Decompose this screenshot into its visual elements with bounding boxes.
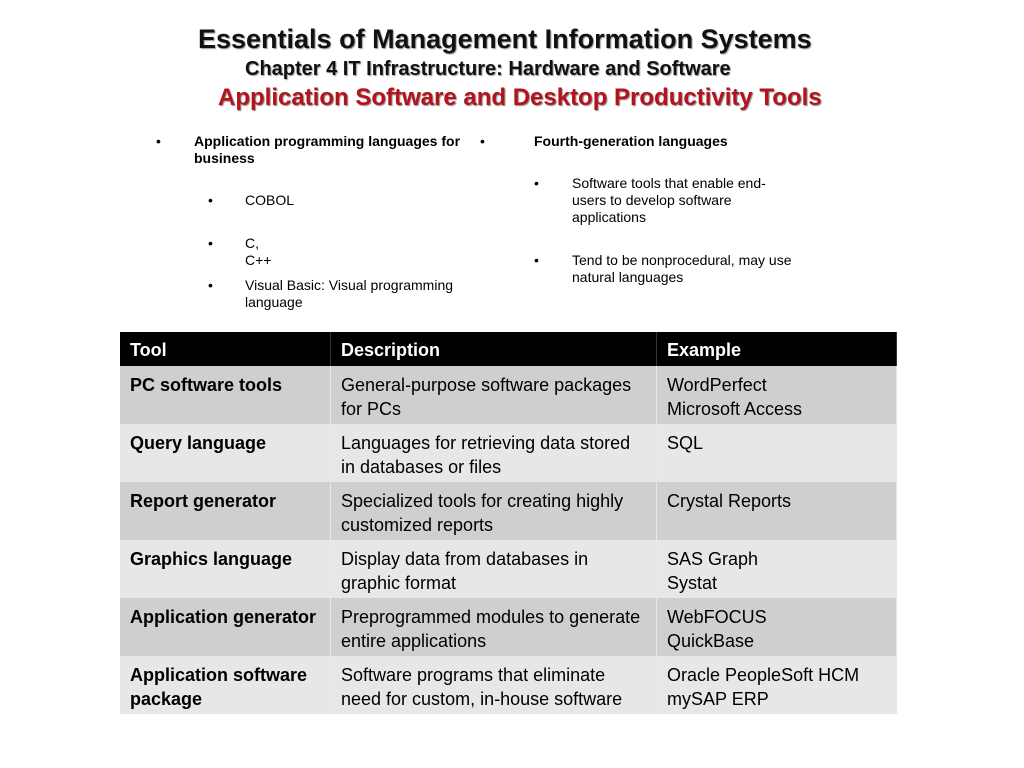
table-row	[120, 424, 897, 482]
example-item: Systat	[667, 573, 718, 593]
column-header-description: Description	[331, 332, 657, 366]
tool-cell: PC software tools	[120, 366, 331, 424]
bullet-icon: •	[208, 192, 213, 208]
right-item: Software tools that enable end-users to develop software applications	[572, 175, 766, 225]
example-item: QuickBase	[667, 631, 755, 651]
tool-cell: Graphics language	[120, 540, 331, 598]
example-cell	[657, 598, 897, 656]
table-row	[120, 540, 897, 598]
description-cell: General-purpose software packages for PCs	[331, 366, 657, 424]
bullet-icon: •	[534, 175, 539, 191]
table-row	[120, 366, 897, 424]
bullet-icon: •	[208, 235, 213, 251]
tools-table	[120, 332, 897, 714]
example-item: WebFOCUS	[667, 607, 767, 627]
description-cell: Software programs that eliminate need for custom, in-house software	[331, 656, 657, 714]
slide-title: Essentials of Management Information Systems	[198, 24, 812, 54]
example-item: Crystal Reports	[667, 491, 792, 511]
right-heading: Fourth-generation languages	[534, 133, 728, 149]
example-item: Oracle PeopleSoft HCM	[667, 665, 860, 685]
tool-cell: Application generator	[120, 598, 331, 656]
bullet-icon: •	[156, 133, 161, 149]
table-row	[120, 656, 897, 714]
left-heading: Application programming languages for business	[194, 133, 461, 166]
table-row	[120, 482, 897, 540]
bullet-icon: •	[480, 133, 485, 149]
table-row	[120, 598, 897, 656]
column-header-tool: Tool	[120, 332, 331, 366]
example-item: Microsoft Access	[667, 399, 803, 419]
example-item: WordPerfect	[667, 375, 767, 395]
description-cell: Languages for retrieving data stored in databases or files	[331, 424, 657, 482]
example-cell	[657, 540, 897, 598]
example-cell	[657, 424, 897, 482]
table-header-row	[120, 332, 897, 366]
column-header-example: Example	[657, 332, 897, 366]
tool-cell: Report generator	[120, 482, 331, 540]
right-item: Tend to be nonprocedural, may use natural languages	[572, 252, 792, 285]
tool-cell: Application software package	[120, 656, 331, 714]
left-item: Visual Basic: Visual programming language	[245, 277, 454, 310]
chapter-title: Chapter 4 IT Infrastructure: Hardware and Software	[245, 58, 731, 80]
tool-cell: Query language	[120, 424, 331, 482]
left-item: COBOL	[245, 192, 295, 208]
example-cell	[657, 482, 897, 540]
left-item: C, C++	[245, 235, 272, 268]
description-cell: Preprogrammed modules to generate entire applications	[331, 598, 657, 656]
example-item: SQL	[667, 433, 704, 453]
description-cell: Specialized tools for creating highly customized reports	[331, 482, 657, 540]
bullet-icon: •	[208, 277, 213, 293]
slide-subtitle: Application Software and Desktop Productivity Tools	[218, 84, 822, 111]
bullet-icon: •	[534, 252, 539, 268]
example-item: mySAP ERP	[667, 689, 769, 709]
example-cell	[657, 656, 897, 714]
example-cell	[657, 366, 897, 424]
description-cell: Display data from databases in graphic format	[331, 540, 657, 598]
example-item: SAS Graph	[667, 549, 759, 569]
